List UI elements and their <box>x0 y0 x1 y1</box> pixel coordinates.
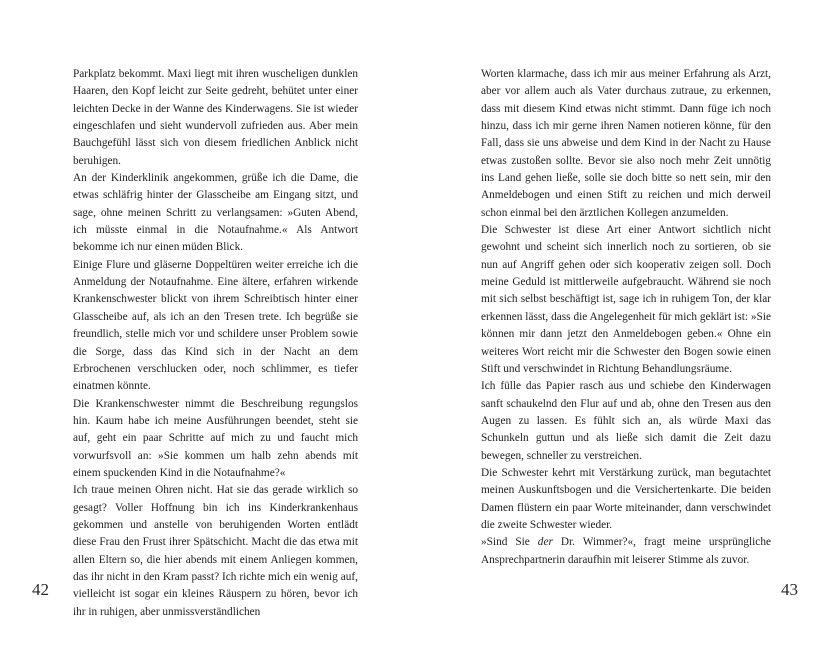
left-page <box>0 0 416 648</box>
text-run: Dr. Wimmer?«, fragt meine ursprüngliche Ansprechpartnerin daraufhin mit leiserer Stimme als zuvor. <box>481 536 771 566</box>
paragraph <box>481 534 771 569</box>
page-number-left: 42 <box>32 580 49 599</box>
paragraph: Ich traue meinen Ohren nicht. Hat sie das gerade wirklich so gesagt? Voller Hoffnung bin ich ins Kinderkrankenhaus gekommen und anstelle von beruhigenden Worten entlädt diese Frau den Frust ihrer Spätschicht. Macht die das etwa mit allen Eltern so, die hier abends mit einem Anliegen kommen, das ihr nicht in den Kram passt? Ich richte mich ein wenig auf, vielleicht ist sogar ein kleines Räuspern zu hören, bevor ich ihr in ruhigen, aber unmissverständlichen <box>73 484 358 618</box>
paragraph: Parkplatz bekommt. Maxi liegt mit ihren wuscheligen dunklen Haaren, den Kopf leicht zur Seite gedreht, behütet unter einer leichten Decke in der Wanne des Kinderwagens. Sie ist wieder eingeschlafen und sieht wundervoll zufrieden aus. Aber mein Bauchgefühl lässt sich von diesem friedlichen Anblick nicht beruhigen. <box>73 68 358 167</box>
paragraph: Worten klarmache, dass ich mir aus meiner Erfahrung als Arzt, aber vor allem auch als Vater durchaus zutraue, zu erkennen, dass mit diesem Kind etwas nicht stimmt. Dann füge ich noch hinzu, dass ich mir gerne ihren Namen notieren könne, für den Fall, dass sie uns abweise und dem Kind in der Nacht zu Hause etwas zustoßen sollte. Bevor sie also noch mehr Zeit unnötig ins Land gehen ließe, solle sie doch bitte so nett sein, mir den Anmeldebogen und einen Stift zu reichen und mich derweil schon einmal bei den ärztlichen Kollegen anzumelden. <box>481 68 771 219</box>
paragraph: Die Schwester kehrt mit Verstärkung zurück, man begutachtet meinen Auskunftsbogen und die Versichertenkarte. Die beiden Damen flüstern ein paar Worte miteinander, dann verschwindet die zweite Schwester wieder. <box>481 466 771 531</box>
left-page-text <box>73 66 358 621</box>
emphasized-text: der <box>537 536 553 549</box>
paragraph: Die Krankenschwester nimmt die Beschreibung regungslos hin. Kaum habe ich meine Ausführungen beendet, steht sie auf, geht ein paar Schritte auf mich zu und faucht mich vorwurfsvoll an: »Sie kommen um halb zehn abends mit einem spuckenden Kind in die Notaufnahme?« <box>73 397 358 479</box>
paragraph: An der Kinderklinik angekommen, grüße ich die Dame, die etwas schläfrig hinter der Glasscheibe am Eingang sitzt, und sage, ohne meinen Schritt zu verlangsamen: »Guten Abend, ich müsste einmal in die Notaufnahme.« Als Antwort bekomme ich nur einen müden Blick. <box>73 172 358 254</box>
page-number-right: 43 <box>781 580 798 599</box>
paragraph: Die Schwester ist diese Art einer Antwort sichtlich nicht gewohnt und scheint sich innerlich noch zu sortieren, ob sie nun auf Angriff gehen oder sich kooperativ zeigen soll. Doch meine Geduld ist mittlerweile aufgebraucht. Während sie noch mit sich selbst beschäftigt ist, sage ich in ruhigem Ton, der klar erkennen lässt, dass die Angelegenheit für mich geklärt ist: »Sie können mir dann jetzt den Anmeldebogen geben.« Ohne ein weiteres Wort reicht mir die Schwester den Bogen sowie einen Stift und verschwindet in Richtung Behandlungsräume. <box>481 224 771 375</box>
text-run: »Sind Sie <box>481 536 538 549</box>
right-page-text <box>481 66 771 569</box>
right-page <box>417 0 833 648</box>
paragraph: Ich fülle das Papier rasch aus und schiebe den Kinderwagen sanft schaukelnd den Flur auf und ab, ohne den Tresen aus den Augen zu lassen. Es fühlt sich an, als würde Maxi das Schunkeln guttun und als ließe sich damit die Zeit dazu bewegen, schneller zu verstreichen. <box>481 380 771 462</box>
paragraph: Einige Flure und gläserne Doppeltüren weiter erreiche ich die Anmeldung der Notaufnahme. Eine ältere, erfahren wirkende Krankenschwester blickt von ihrem Schreibtisch hinter einer Glasscheibe auf, als ich an den Tresen trete. Ich begrüße sie freundlich, stelle mich vor und schildere unser Problem sowie die Sorge, dass das Kind sich in der Nacht an dem Erbrochenen verschlucken oder, noch schlimmer, es tiefer einatmen könnte. <box>73 258 358 393</box>
